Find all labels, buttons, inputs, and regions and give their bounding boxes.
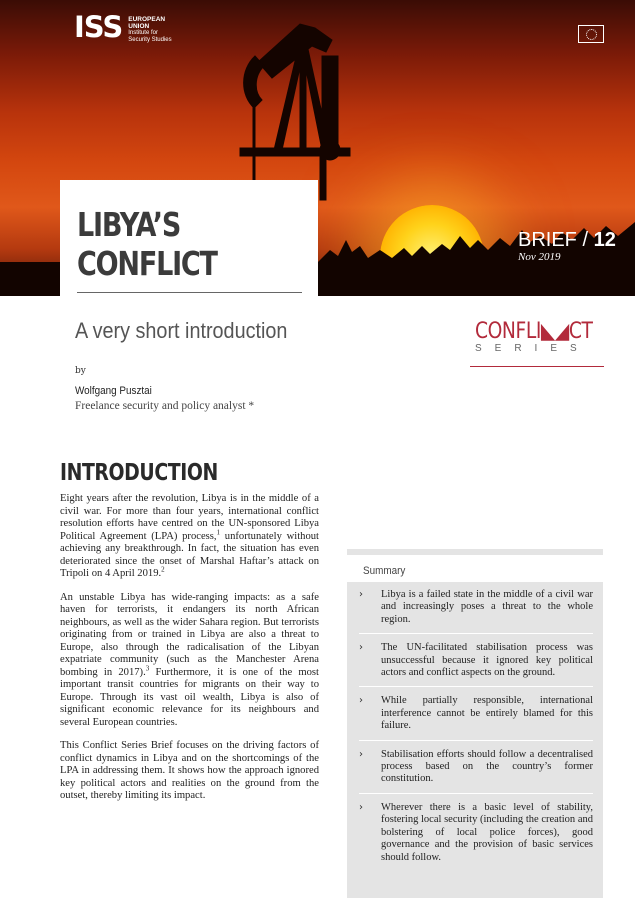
paragraph-2: [60, 592, 319, 730]
p1-text-b: unfortunately without achieving any breakthrough. In fact, the situation has even deteriorated since the onset of Marshal Haftar’s attack on Tripoli on 4 April 2019.: [60, 530, 319, 579]
summary-box: [347, 549, 603, 898]
summary-list: [359, 589, 593, 879]
logo-line-european: EUROPEAN: [128, 16, 166, 23]
chevron-right-icon: ›: [359, 748, 363, 760]
summary-item-text: Wherever there is a basic level of stability, fostering local security (including the creation and bolstering of local police forces), good governance and the provision of basic services should follow.: [381, 801, 593, 863]
iss-logo: [74, 12, 172, 44]
summary-item: [359, 695, 593, 740]
series-divider: [470, 366, 604, 367]
subtitle: A very short introduction: [75, 318, 288, 343]
footnote-ref-2: 2: [161, 565, 165, 574]
logo-mark: ISS: [74, 10, 123, 44]
title-divider: [77, 292, 302, 293]
brief-label: [518, 229, 616, 252]
brief-word: BRIEF: [518, 229, 577, 251]
logo-text: [128, 16, 171, 44]
eu-flag-icon: [578, 25, 604, 43]
paragraph-3: This Conflict Series Brief focuses on the driving factors of conflict dynamics in Libya and on the shortcomings of the LPA in addressing them. It shows how the approach ignored key political actors and realities on the ground from the outset, thereby limiting its impact.: [60, 740, 319, 801]
series-word: CONFLI◣◢CT: [475, 319, 593, 344]
byline-by: by: [75, 366, 86, 376]
chevron-right-icon: ›: [359, 801, 363, 813]
author-name: Wolfgang Pusztai: [75, 385, 152, 397]
summary-title: Summary: [363, 565, 406, 577]
title-line-2: CONFLICT: [77, 244, 217, 283]
logo-line-union: UNION: [128, 23, 150, 30]
summary-item-text: While partially responsible, international interference cannot be entirely blamed for this failure.: [381, 695, 593, 732]
p2-text-b: Furthermore, it is one of the most important transit countries for migrants on their way to Europe. Through its vast oil wealth, Libya is also of significant economic relevance for its neighbours and several European countries.: [60, 666, 319, 728]
section-heading: INTRODUCTION: [60, 460, 218, 486]
summary-item-text: Stabilisation efforts should follow a decentralised process based on the country’s former constitution.: [381, 748, 593, 785]
author-role: Freelance security and policy analyst *: [75, 400, 255, 412]
body-text: [60, 493, 319, 814]
chevron-right-icon: ›: [359, 589, 363, 600]
chevron-right-icon: ›: [359, 642, 363, 654]
logo-line-institute: Institute for: [128, 30, 158, 36]
title-box: [60, 180, 318, 296]
summary-item-text: The UN-facilitated stabilisation process was unsuccessful because it ignored key political actors and conflict aspects on the ground.: [381, 642, 593, 679]
chevron-right-icon: ›: [359, 695, 363, 707]
title-line-1: LIBYA’S: [77, 205, 181, 244]
summary-item-text: Libya is a failed state in the middle of a civil war and increasingly poses a threat to the whole region.: [381, 589, 593, 625]
summary-item: [359, 642, 593, 687]
summary-item: [359, 589, 593, 634]
page-title: [77, 205, 262, 283]
logo-line-security: Security Studies: [128, 37, 172, 43]
brief-date: Nov 2019: [518, 251, 561, 263]
summary-item: [359, 749, 593, 794]
conflict-series-logo: [475, 319, 610, 354]
paragraph-1: [60, 493, 319, 581]
brief-separator: /: [582, 229, 589, 251]
brief-number: 12: [593, 229, 616, 251]
series-sub: SERIES: [475, 343, 590, 354]
p1-text: Eight years after the revolution, Libya is in the middle of a civil war. For more than four years, international conflict resolution efforts have centred on the UN-sponsored Libya Political Agreement (LPA) process,: [60, 493, 319, 542]
footnote-ref-3: 3: [145, 663, 150, 672]
summary-item: [359, 802, 593, 871]
p2-text: An unstable Libya has wide-ranging impacts: as a safe haven for terrorists, it endangers its north African neighbours, as well as the wider Sahara region. But terrorists originating from or trained in Libya are also a threat to Europe, also through the radicalisation of the Libyan expatriate community (such as the Manchester Arena bombing in 2017).: [60, 591, 319, 678]
footnote-ref-1: 1: [216, 527, 221, 536]
